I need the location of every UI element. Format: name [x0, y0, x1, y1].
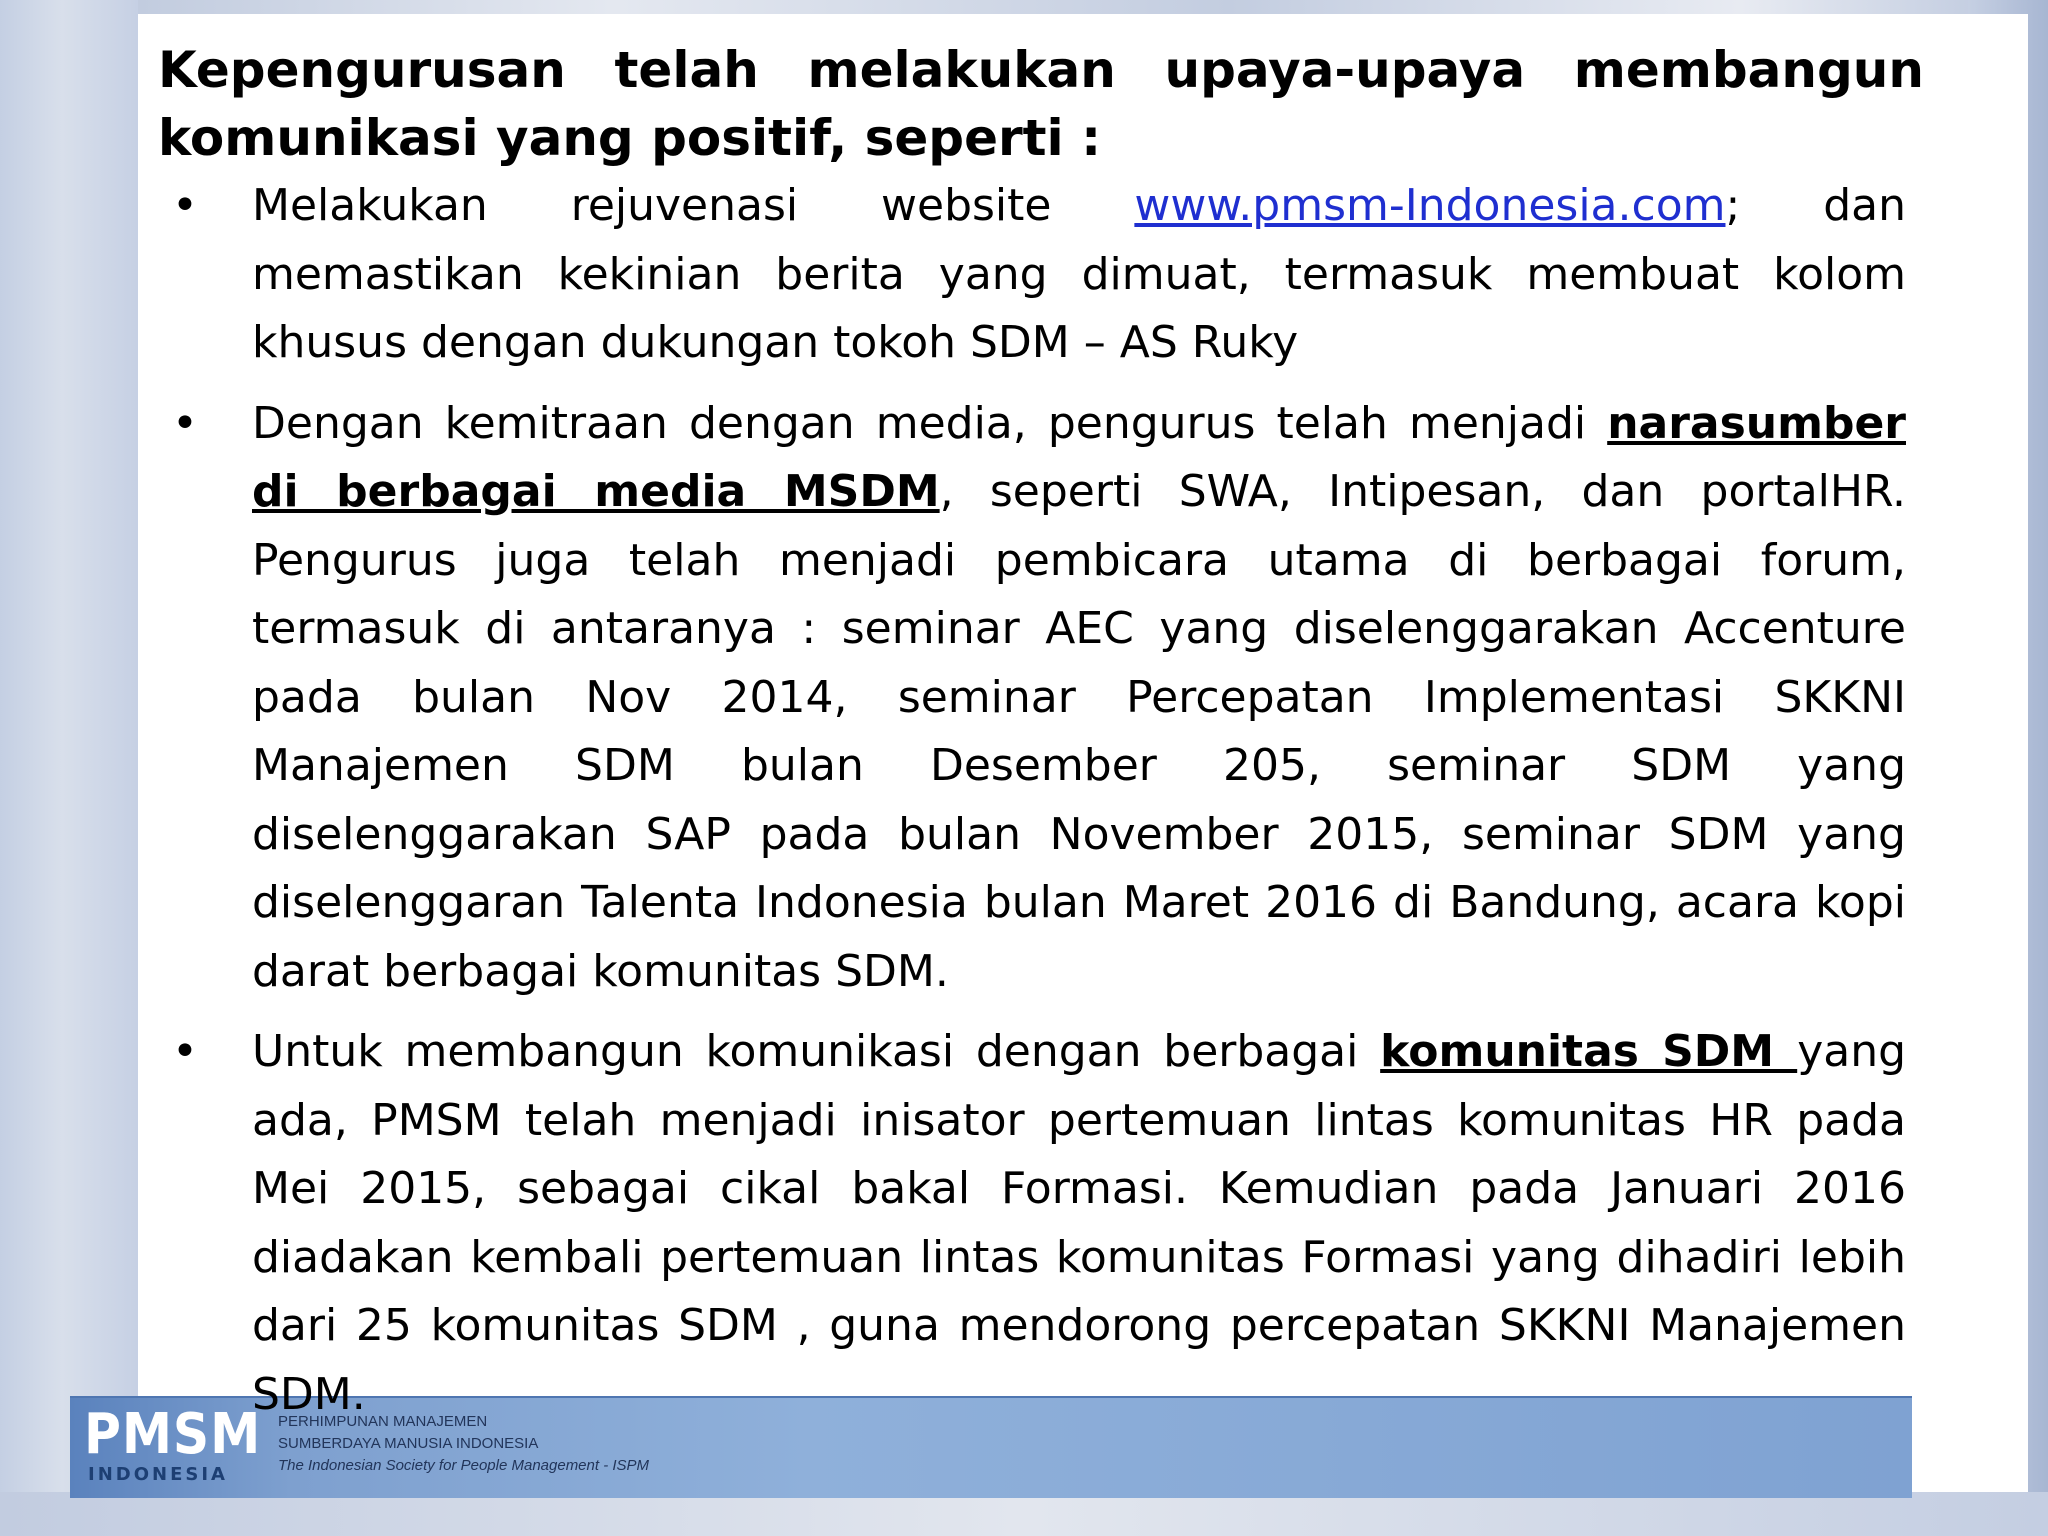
- emphasis-text: komunitas SDM: [1380, 1026, 1798, 1077]
- slide-content: [158, 36, 1924, 1429]
- bullet-text: Dengan kemitraan dengan media, pengurus telah menjadi: [252, 397, 1608, 449]
- bullet-text: Melakukan rejuvenasi website: [252, 180, 1135, 231]
- org-name-line-1: PERHIMPUNAN MANAJEMEN: [278, 1413, 488, 1430]
- bullet-list: [158, 172, 1924, 1429]
- org-tagline: The Indonesian Society for People Management - ISPM: [278, 1457, 650, 1474]
- bullet-text: ; dan memastikan kekinian berita yang dimuat, termasuk membuat kolom khusus dengan dukungan tokoh SDM – AS Ruky: [252, 180, 1906, 368]
- emphasis-text: narasumber di berbagai media MSDM: [252, 397, 1906, 517]
- bullet-text: Untuk membangun komunikasi dengan berbagai: [252, 1026, 1381, 1077]
- bullet-item-community: [158, 1018, 1906, 1429]
- slide-frame-top: [0, 0, 2048, 14]
- slide-frame-left: [0, 0, 138, 1536]
- bullet-item-media: [158, 390, 1906, 1007]
- bullet-text: , seperti SWA, Intipesan, dan portalHR. Pengurus juga telah menjadi pembicara utama di berbagai forum, termasuk di antaranya : seminar AEC yang diselenggarakan Accenture pada bulan Nov 2014, seminar Percepatan Implementasi SKKNI Manajemen SDM bulan Desember 205, seminar SDM yang diselenggarakan SAP pada bulan November 2015, seminar SDM yang diselenggaran Talenta Indonesia bulan Maret 2016 di Bandung, acara kopi darat berbagai komunitas SDM.: [252, 466, 1906, 997]
- bullet-text: yang ada, PMSM telah menjadi inisator pertemuan lintas komunitas HR pada Mei 2015, sebagai cikal bakal Formasi. Kemudian pada Januari 2016 diadakan kembali pertemuan lintas komunitas Formasi yang dihadiri lebih dari 25 komunitas SDM , guna mendorong percepatan SKKNI Manajemen SDM.: [252, 1026, 1907, 1420]
- slide-frame-bottom: [0, 1492, 2048, 1536]
- bullet-icon: •: [172, 397, 198, 449]
- bullet-icon: •: [172, 1026, 198, 1077]
- website-link[interactable]: www.pmsm-Indonesia.com: [1134, 180, 1726, 231]
- org-name-line-2: SUMBERDAYA MANUSIA INDONESIA: [278, 1435, 539, 1452]
- bullet-item-website: [158, 172, 1906, 378]
- logo-main-text: PMSM: [84, 1402, 262, 1467]
- bullet-icon: •: [172, 180, 198, 231]
- slide-title: Kepengurusan telah melakukan upaya-upaya membangun komunikasi yang positif, seperti :: [158, 41, 1924, 167]
- logo-sub-text: INDONESIA: [88, 1464, 228, 1485]
